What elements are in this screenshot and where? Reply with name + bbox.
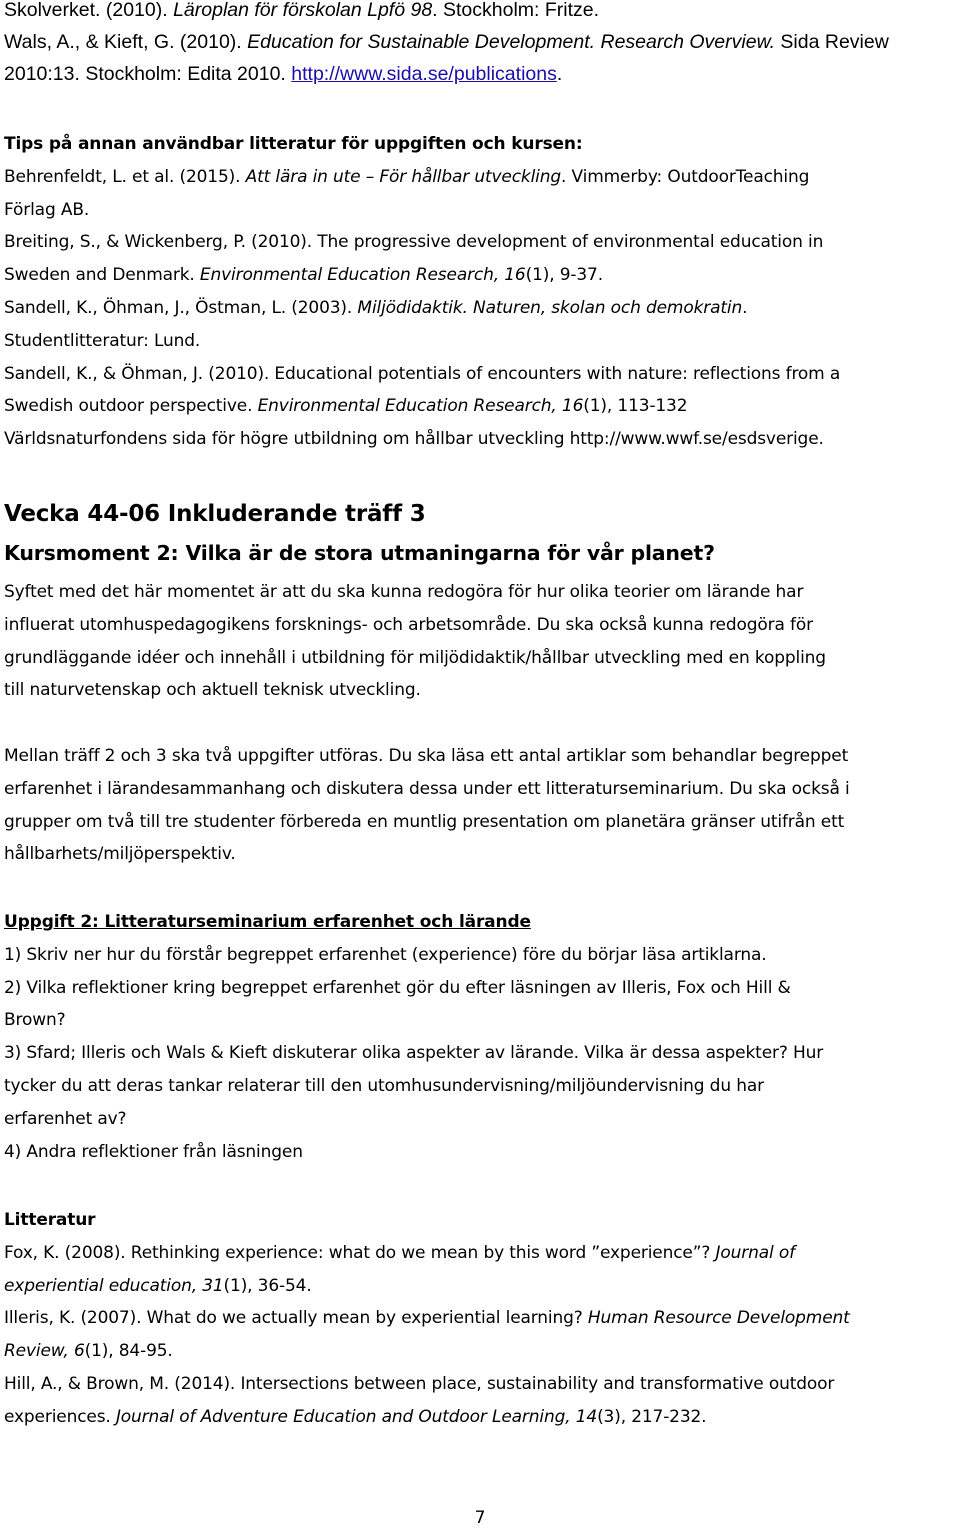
ref-text: (3), 217-232. xyxy=(597,1406,707,1427)
ref-text: Illeris, K. (2007). What do we actually mean by experiential learning? xyxy=(4,1308,588,1329)
task-heading: Uppgift 2: Litteraturseminarium erfarenhet och lärande xyxy=(4,912,531,932)
ref-title: Läroplan för förskolan Lpfö 98 xyxy=(173,0,433,21)
ref-text: Sweden and Denmark. xyxy=(4,265,200,286)
reference-hill: Hill, A., & Brown, M. (2014). Intersections between place, sustainability and transformative outdoor xyxy=(4,1373,835,1394)
purpose-paragraph xyxy=(4,576,958,707)
ref-text: 2010:13. Stockholm: Edita 2010. xyxy=(4,63,292,85)
ref-text: Skolverket. (2010). xyxy=(4,0,174,21)
reference-breiting-cont xyxy=(4,259,958,292)
sida-publications-link[interactable]: http://www.sida.se/publications xyxy=(291,63,557,85)
ref-journal: Environmental Education Research, 16 xyxy=(257,396,584,417)
reference-sandell-2003-cont: Studentlitteratur: Lund. xyxy=(4,330,201,351)
ref-text: Swedish outdoor perspective. xyxy=(4,396,258,417)
reference-behrenfeldt xyxy=(4,161,958,194)
ref-text: . xyxy=(556,63,563,85)
paragraph-line: Mellan träff 2 och 3 ska två uppgifter utföras. Du ska läsa ett antal artiklar som behandlar begreppet xyxy=(4,746,849,766)
ref-text: (1), 9-37. xyxy=(525,265,603,286)
ref-title: Miljödidaktik. Naturen, skolan och demokratin xyxy=(357,297,743,318)
ref-title: Education for Sustainable Development. Research Overview. xyxy=(247,31,775,53)
ref-text: (1), 36-54. xyxy=(223,1275,312,1296)
reference-sandell-2003 xyxy=(4,292,958,325)
ref-text: . xyxy=(742,297,748,318)
paragraph-line: hållbarhets/miljöperspektiv. xyxy=(4,844,236,865)
reference-behrenfeldt-cont: Förlag AB. xyxy=(4,199,90,220)
literature-heading: Litteratur xyxy=(4,1210,96,1230)
reference-wals-cont xyxy=(4,58,958,90)
ref-text: Wals, A., & Kieft, G. (2010). xyxy=(4,31,248,53)
ref-journal: Environmental Education Research, 16 xyxy=(199,265,526,286)
ref-text: Sida Review xyxy=(775,31,889,53)
ref-text: (1), 113-132 xyxy=(583,396,688,417)
paragraph-line: till naturvetenskap och aktuell teknisk utveckling. xyxy=(4,680,421,701)
ref-text: Sandell, K., Öhman, J., Östman, L. (2003). xyxy=(4,297,358,318)
reference-illeris xyxy=(4,1302,958,1335)
ref-text: . Stockholm: Fritze. xyxy=(432,0,600,21)
references-top xyxy=(4,0,958,90)
task-item: erfarenhet av? xyxy=(4,1108,127,1129)
task-item: 2) Vilka reflektioner kring begreppet erfarenhet gör du efter läsningen av Illeris, Fox och Hill & xyxy=(4,977,791,998)
tasks-paragraph xyxy=(4,740,958,871)
paragraph-line: Syftet med det här momentet är att du ska kunna redogöra för hur olika teorier om lärande har xyxy=(4,582,804,602)
reference-wwf: Världsnaturfondens sida för högre utbildning om hållbar utveckling http://www.wwf.se/esdsverige. xyxy=(4,429,824,450)
ref-journal: Journal of xyxy=(715,1242,795,1263)
paragraph-line: grupper om två till tre studenter förbereda en muntlig presentation om planetära gränser utifrån ett xyxy=(4,811,845,832)
ref-journal: Review, 6 xyxy=(4,1341,85,1362)
reference-fox xyxy=(4,1237,958,1270)
week-section xyxy=(4,494,958,572)
paragraph-line: influerat utomhuspedagogikens forsknings- och arbetsområde. Du ska också kunna redogöra för xyxy=(4,614,813,635)
ref-text: (1), 84-95. xyxy=(84,1341,173,1362)
task-section xyxy=(4,906,958,1168)
tips-heading: Tips på annan användbar litteratur för uppgiften och kursen: xyxy=(4,134,583,154)
ref-text: Fox, K. (2008). Rethinking experience: what do we mean by this word ”experience”? xyxy=(4,1242,716,1263)
moment-heading: Kursmoment 2: Vilka är de stora utmaningarna för vår planet? xyxy=(4,541,715,565)
reference-hill-cont xyxy=(4,1401,958,1434)
paragraph-line: grundläggande idéer och innehåll i utbildning för miljödidaktik/hållbar utveckling med en koppling xyxy=(4,647,826,668)
task-item: Brown? xyxy=(4,1010,66,1031)
reference-sandell-2010: Sandell, K., & Öhman, J. (2010). Educational potentials of encounters with nature: reflections from a xyxy=(4,363,841,384)
ref-journal: experiential education, 31 xyxy=(4,1275,224,1296)
reference-breiting: Breiting, S., & Wickenberg, P. (2010). The progressive development of environmental education in xyxy=(4,232,824,253)
task-item: 3) Sfard; Illeris och Wals & Kieft diskuterar olika aspekter av lärande. Vilka är dessa aspekter? Hur xyxy=(4,1043,824,1064)
task-item: tycker du att deras tankar relaterar till den utomhusundervisning/miljöundervisning du har xyxy=(4,1075,764,1096)
reference-sandell-2010-cont xyxy=(4,390,958,423)
task-item: 4) Andra reflektioner från läsningen xyxy=(4,1141,303,1162)
reference-fox-cont xyxy=(4,1270,958,1303)
ref-text: . Vimmerby: OutdoorTeaching xyxy=(561,166,810,187)
week-heading: Vecka 44-06 Inkluderande träff 3 xyxy=(4,501,426,527)
reference-skolverket xyxy=(4,0,958,26)
ref-text: experiences. xyxy=(4,1406,116,1427)
paragraph-line: erfarenhet i lärandesammanhang och diskutera dessa under ett litteraturseminarium. Du ska också i xyxy=(4,778,850,799)
literature-section xyxy=(4,1204,958,1434)
page-number: 7 xyxy=(474,1508,486,1528)
reference-illeris-cont xyxy=(4,1335,958,1368)
task-item: 1) Skriv ner hur du förstår begreppet erfarenhet (experience) före du börjar läsa artiklarna. xyxy=(4,944,767,965)
ref-text: Behrenfeldt, L. et al. (2015). xyxy=(4,166,246,187)
ref-journal: Human Resource Development xyxy=(587,1308,850,1329)
reference-wals xyxy=(4,26,958,58)
ref-title: Att lära in ute – För hållbar utveckling xyxy=(245,166,562,187)
references-tips xyxy=(4,128,958,456)
ref-journal: Journal of Adventure Education and Outdoor Learning, 14 xyxy=(115,1406,598,1427)
